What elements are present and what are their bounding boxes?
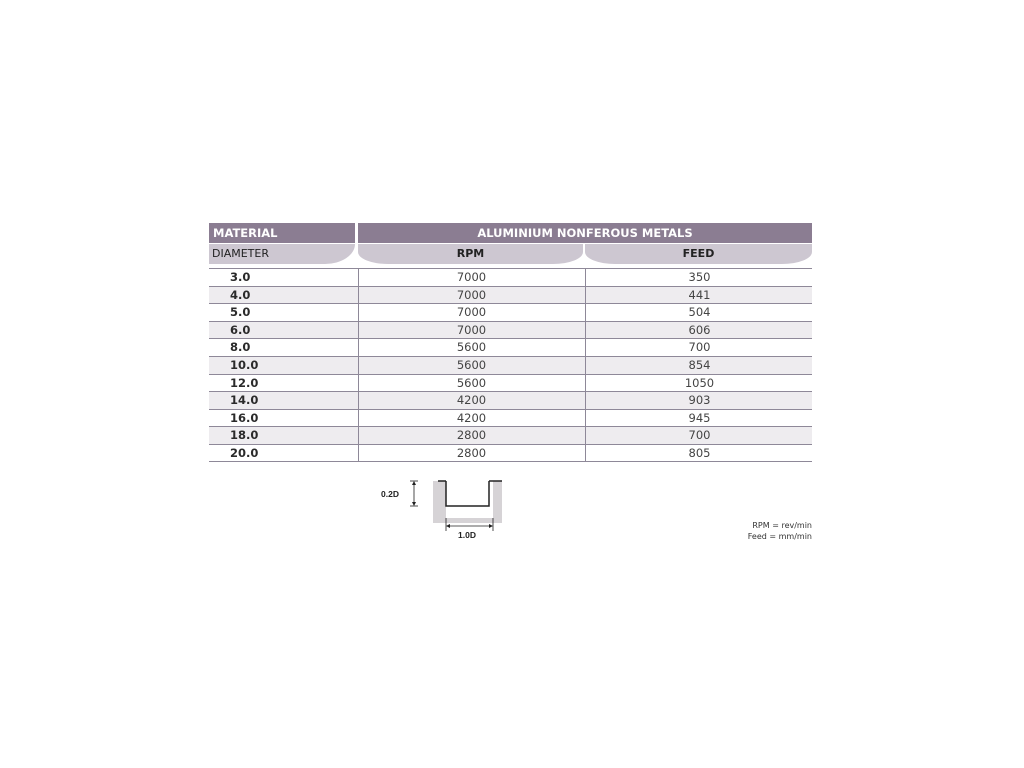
feed-header: FEED: [585, 244, 812, 264]
feed-cell: 606: [585, 322, 813, 339]
table-header-row: [209, 223, 812, 243]
table-row: [209, 426, 812, 444]
rpm-cell: 7000: [358, 287, 584, 304]
feed-cell: 945: [585, 410, 813, 427]
cutting-data-table: [209, 223, 812, 462]
slot-diagram: [378, 476, 508, 546]
diameter-header: DIAMETER: [209, 244, 355, 264]
table-row: [209, 321, 812, 339]
rpm-cell: 4200: [358, 410, 584, 427]
table-row: [209, 268, 812, 286]
material-group-header: ALUMINIUM NONFEROUS METALS: [358, 223, 812, 243]
rpm-cell: 5600: [358, 375, 584, 392]
table-subheader-row: [209, 244, 812, 268]
material-header: MATERIAL: [209, 223, 355, 243]
rpm-header: RPM: [358, 244, 583, 264]
feed-cell: 350: [585, 269, 813, 286]
table-row: [209, 409, 812, 427]
rpm-unit-note: RPM = rev/min: [752, 521, 812, 530]
feed-cell: 903: [585, 392, 813, 409]
rpm-cell: 2800: [358, 445, 584, 461]
table-row: [209, 338, 812, 356]
diameter-cell: 16.0: [230, 410, 259, 425]
rpm-cell: 5600: [358, 357, 584, 374]
diameter-cell: 10.0: [230, 357, 259, 372]
diameter-cell: 14.0: [230, 393, 259, 408]
slot-outline: [446, 481, 489, 506]
table-row: [209, 374, 812, 392]
diameter-cell: 8.0: [230, 340, 251, 355]
feed-cell: 700: [585, 427, 813, 444]
table-row: [209, 444, 812, 462]
diameter-cell: 20.0: [230, 445, 259, 460]
table-row: [209, 303, 812, 321]
diameter-cell: 6.0: [230, 322, 251, 337]
rpm-cell: 2800: [358, 427, 584, 444]
diameter-cell: 18.0: [230, 428, 259, 443]
feed-cell: 700: [585, 339, 813, 356]
rpm-cell: 4200: [358, 392, 584, 409]
rpm-cell: 7000: [358, 269, 584, 286]
units-legend: [740, 520, 812, 542]
diameter-cell: 3.0: [230, 270, 251, 284]
slot-wall-left: [433, 481, 446, 523]
feed-cell: 805: [585, 445, 813, 461]
diameter-cell: 12.0: [230, 375, 259, 390]
rpm-cell: 7000: [358, 322, 584, 339]
rpm-cell: 5600: [358, 339, 584, 356]
table-body: [209, 268, 812, 462]
table-row: [209, 356, 812, 374]
feed-cell: 441: [585, 287, 813, 304]
feed-cell: 1050: [585, 375, 813, 392]
feed-cell: 504: [585, 304, 813, 321]
depth-label: 0.2D: [381, 489, 399, 499]
table-row: [209, 391, 812, 409]
diameter-cell: 5.0: [230, 305, 251, 320]
feed-unit-note: Feed = mm/min: [747, 532, 812, 541]
diameter-cell: 4.0: [230, 287, 251, 302]
feed-cell: 854: [585, 357, 813, 374]
rpm-cell: 7000: [358, 304, 584, 321]
table-row: [209, 286, 812, 304]
width-label: 1.0D: [458, 530, 476, 540]
